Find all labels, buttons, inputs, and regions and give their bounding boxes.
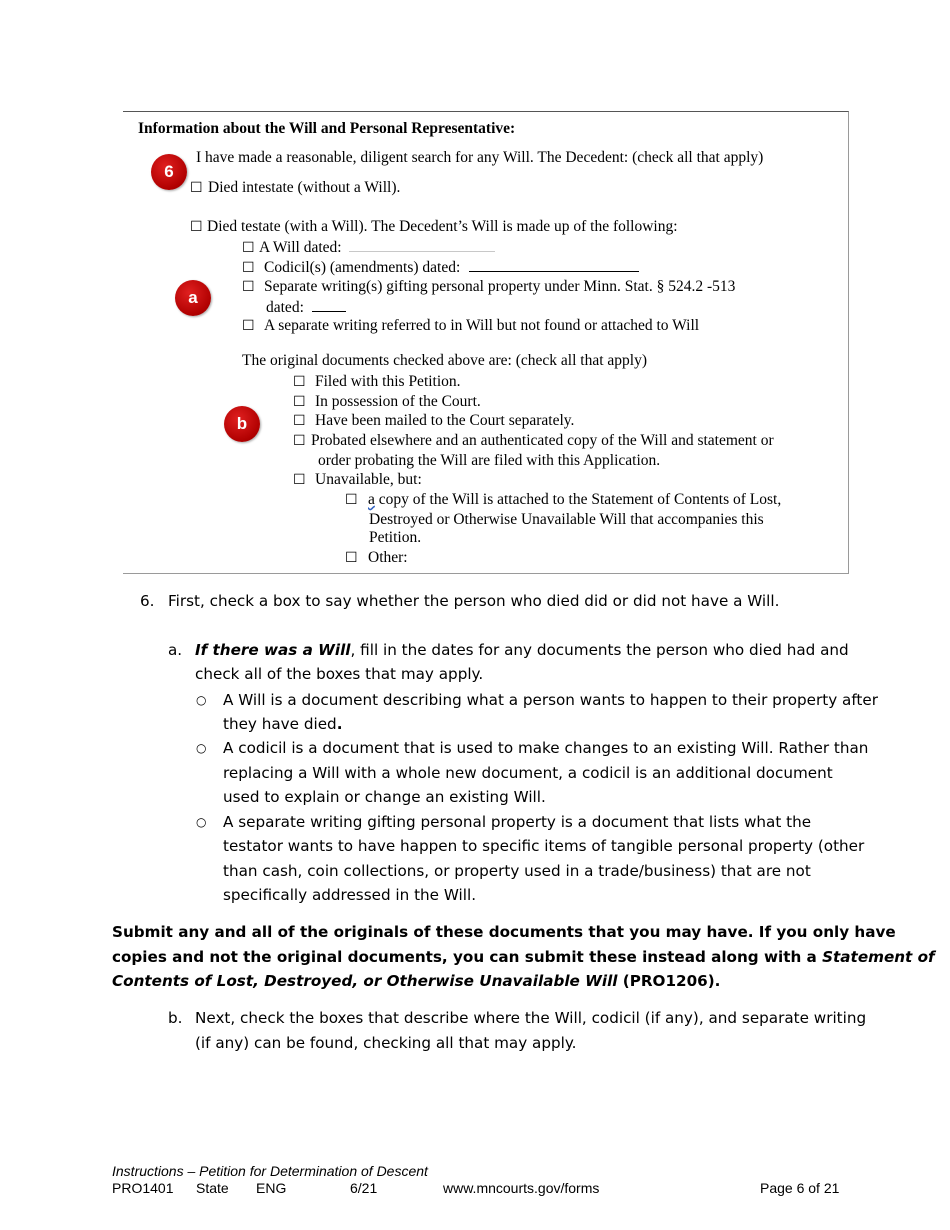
separate-writing-label: Separate writing(s) gifting personal property under Minn. Stat. § 524.2 -513 <box>264 278 736 295</box>
option-intestate[interactable] <box>190 178 400 198</box>
checkbox-icon[interactable]: ☐ <box>293 394 306 410</box>
option-probated[interactable] <box>293 431 774 451</box>
item-a-bold: If there was a Will <box>195 641 351 659</box>
footer-form-code: PRO1401 <box>112 1180 174 1196</box>
item-b-line-2: (if any) can be found, checking all that may apply. <box>195 1034 577 1052</box>
item-a-line-1 <box>195 638 849 663</box>
checkbox-icon[interactable]: ☐ <box>345 550 358 566</box>
checkbox-icon[interactable]: ☐ <box>345 492 358 508</box>
separate-writing-dated <box>266 297 346 317</box>
form-heading: Information about the Will and Personal Representative: <box>138 120 516 137</box>
checkbox-icon[interactable]: ☐ <box>242 318 255 334</box>
checkbox-icon[interactable]: ☐ <box>293 472 306 488</box>
footer-url[interactable]: www.mncourts.gov/forms <box>443 1180 600 1196</box>
bullet-3-line-1: A separate writing gifting personal property is a document that lists what the <box>223 813 812 831</box>
item-6-number: 6. <box>140 592 155 610</box>
item-a-number: a. <box>168 641 183 659</box>
bullet-2-line-3: used to explain or change an existing Will. <box>223 788 546 806</box>
will-date-field[interactable] <box>349 237 495 252</box>
option-testate[interactable] <box>190 217 678 237</box>
bullet-3-line-4: specifically addressed in the Will. <box>223 886 477 904</box>
separate-writing-date-field[interactable] <box>312 297 346 312</box>
bullet-3-line-3: than cash, coin collections, or property used in a trade/business) that are not <box>223 862 811 880</box>
checkbox-icon[interactable]: ☐ <box>242 279 255 295</box>
spellcheck-word: a <box>368 491 375 508</box>
probated-line-2: order probating the Will are filed with this Application. <box>318 452 661 469</box>
option-possession[interactable] <box>293 392 481 412</box>
option-separate-not-found[interactable] <box>242 316 699 336</box>
option-intestate-label: Died intestate (without a Will). <box>208 179 401 196</box>
bullet-2-line-2: replacing a Will with a whole new document, a codicil is an additional document <box>223 764 833 782</box>
item-a-line-1-rest: , fill in the dates for any documents the person who died had and <box>350 641 849 659</box>
footer-page-number: Page 6 of 21 <box>760 1180 840 1196</box>
bullet-2-line-1: A codicil is a document that is used to make changes to an existing Will. Rather than <box>223 739 869 757</box>
separate-not-found-label: A separate writing referred to in Will but not found or attached to Will <box>264 317 700 334</box>
probated-label: Probated elsewhere and an authenticated copy of the Will and statement or <box>311 432 774 449</box>
bullet-circle-icon: ○ <box>196 815 207 829</box>
footer-state: State <box>196 1180 229 1196</box>
submit-form-title-part-2: Contents of Lost, Destroyed, or Otherwise Unavailable Will <box>112 972 618 990</box>
checkbox-icon[interactable]: ☐ <box>242 260 255 276</box>
submit-line-2 <box>112 945 935 970</box>
bullet-1-line-2 <box>223 712 342 737</box>
other-label: Other: <box>368 549 408 566</box>
submit-form-title-part-1: Statement of <box>822 948 935 966</box>
item-b-line-1: Next, check the boxes that describe where the Will, codicil (if any), and separate writing <box>195 1009 867 1027</box>
submit-line-1: Submit any and all of the originals of these documents that you may have. If you only have <box>112 923 896 941</box>
copy-attached-line-3: Petition. <box>369 529 422 546</box>
option-other[interactable] <box>345 548 408 568</box>
bullet-1-line-1: A Will is a document describing what a person wants to happen to their property after <box>223 691 878 709</box>
option-testate-label: Died testate (with a Will). The Decedent’s Will is made up of the following: <box>207 218 678 235</box>
option-copy-attached[interactable] <box>345 490 781 510</box>
copy-attached-label: copy of the Will is attached to the Statement of Contents of Lost, <box>374 491 782 508</box>
codicil-date-field[interactable] <box>469 257 639 272</box>
unavailable-label: Unavailable, but: <box>315 471 422 488</box>
checkbox-icon[interactable]: ☐ <box>293 374 306 390</box>
option-mailed[interactable] <box>293 411 574 431</box>
mailed-label: Have been mailed to the Court separately. <box>315 412 575 429</box>
option-unavailable[interactable] <box>293 470 422 490</box>
option-separate-writing[interactable] <box>242 277 735 297</box>
item-b-number: b. <box>168 1009 183 1027</box>
item-a-line-2: check all of the boxes that may apply. <box>195 665 484 683</box>
checkbox-icon[interactable]: ☐ <box>293 433 306 449</box>
originals-intro: The original documents checked above are: (check all that apply) <box>242 352 647 369</box>
footer-language: ENG <box>256 1180 287 1196</box>
callout-badge-b: b <box>224 406 260 442</box>
submit-line-3 <box>112 969 720 994</box>
checkbox-icon[interactable]: ☐ <box>242 240 255 256</box>
search-statement: I have made a reasonable, diligent search for any Will. The Decedent: (check all that apply) <box>196 149 764 166</box>
option-filed[interactable] <box>293 372 461 392</box>
bullet-circle-icon: ○ <box>196 693 207 707</box>
callout-badge-6: 6 <box>151 154 187 190</box>
bullet-3-line-2: testator wants to have happen to specific items of tangible personal property (other <box>223 837 865 855</box>
bullet-1-period: . <box>336 715 343 733</box>
submit-line-2-text: copies and not the original documents, you can submit these instead along with a <box>112 948 823 966</box>
option-codicil-dated[interactable] <box>242 257 639 278</box>
footer-title: Instructions – Petition for Determination of Descent <box>112 1163 428 1179</box>
separate-writing-dated-label: dated: <box>266 299 304 316</box>
will-dated-label: A Will dated: <box>259 239 342 256</box>
submit-form-code: (PRO1206). <box>617 972 721 990</box>
callout-badge-a: a <box>175 280 211 316</box>
item-6-text: First, check a box to say whether the person who died did or did not have a Will. <box>168 592 780 610</box>
filed-label: Filed with this Petition. <box>315 373 461 390</box>
copy-attached-line-2: Destroyed or Otherwise Unavailable Will that accompanies this <box>369 511 764 528</box>
checkbox-icon[interactable]: ☐ <box>190 219 203 235</box>
codicil-dated-label: Codicil(s) (amendments) dated: <box>264 259 461 276</box>
checkbox-icon[interactable]: ☐ <box>190 180 203 196</box>
bullet-circle-icon: ○ <box>196 741 207 755</box>
bullet-1-line-2-text: they have died <box>223 715 337 733</box>
checkbox-icon[interactable]: ☐ <box>293 413 306 429</box>
footer-revision-date: 6/21 <box>350 1180 378 1196</box>
option-will-dated[interactable] <box>242 237 495 258</box>
possession-label: In possession of the Court. <box>315 393 481 410</box>
